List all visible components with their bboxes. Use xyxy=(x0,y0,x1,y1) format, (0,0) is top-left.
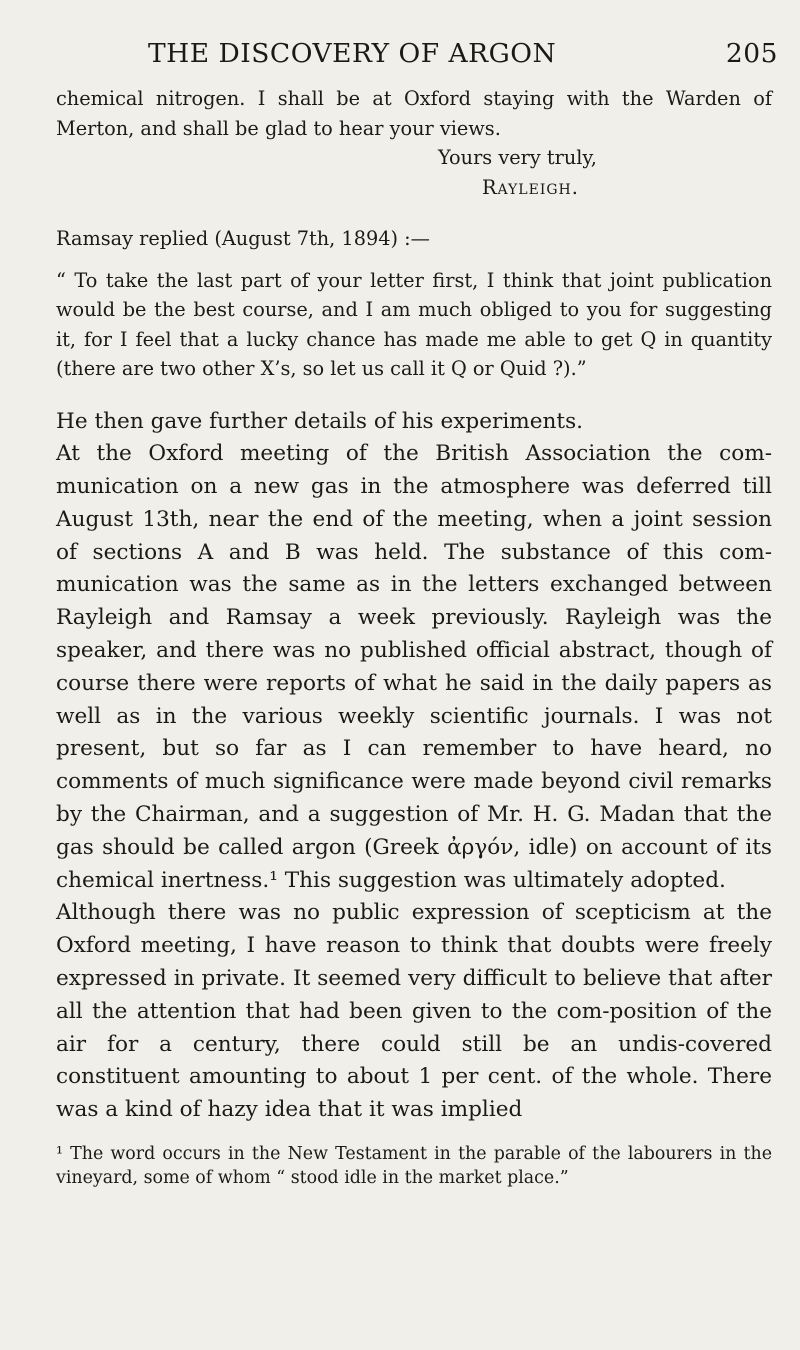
letter-text: chemical nitrogen. I shall be at Oxford staying with the Warden of Merton, and shall be glad to hear your views. xyxy=(56,87,772,140)
page-number: 205 xyxy=(725,38,778,69)
ramsay-quote xyxy=(56,266,772,384)
quote-text: “ To take the last part of your letter first, I think that joint publication would be the best course, and I am much obliged to you for suggesting it, for I feel that a lucky chance has made me able to get Q in quantity (there are two other X’s, so let us call it Q or Quid ?).” xyxy=(56,268,772,380)
reply-intro: Ramsay replied (August 7th, 1894) :— xyxy=(56,227,430,250)
letter-continuation xyxy=(56,84,772,202)
letter-closing: Yours very truly, xyxy=(438,146,597,169)
footnote-text: ¹ The word occurs in the New Testament in the parable of the labourers in the vineyard, some of whom “ stood idle in the market place.” xyxy=(56,1144,772,1188)
paragraph: Although there was no public expression of scepticism at the Oxford meeting, I have reason to think that doubts were freely expressed in private. It seemed very difficult to believe that after all the attention that had been given to the com-position of the air for a century, there could still be an undis-covered constituent amounting to about 1 per cent. of the whole. There was a kind of hazy idea that it was implied xyxy=(56,900,772,1123)
paragraph: At the Oxford meeting of the British Association the com-munication on a new gas in the atmosphere was deferred till August 13th, near the end of the meeting, when a joint session of sections A and B was held. The substance of this com-munication was the same as in the letters exchanged between Rayleigh and Ramsay a week previously. Rayleigh was the speaker, and there was no published official abstract, though of course there were reports of what he said in the daily papers as well as in the various weekly scientific journals. I was not present, but so far as I can remember to have heard, no comments of much significance were made beyond civil remarks by the Chairman, and a suggestion of Mr. H. G. Madan that the gas should be called argon (Greek ἀργόν, idle) on account of its chemical inertness.¹ This suggestion was ultimately adopted. xyxy=(56,441,772,893)
body-text xyxy=(56,406,772,1128)
running-title: THE DISCOVERY OF ARGON xyxy=(148,38,557,69)
letter-signature: Rayleigh. xyxy=(482,175,579,199)
footnote xyxy=(56,1143,772,1190)
paragraph: He then gave further details of his experiments. xyxy=(56,408,584,434)
running-header xyxy=(56,0,778,84)
book-page xyxy=(56,0,778,1190)
